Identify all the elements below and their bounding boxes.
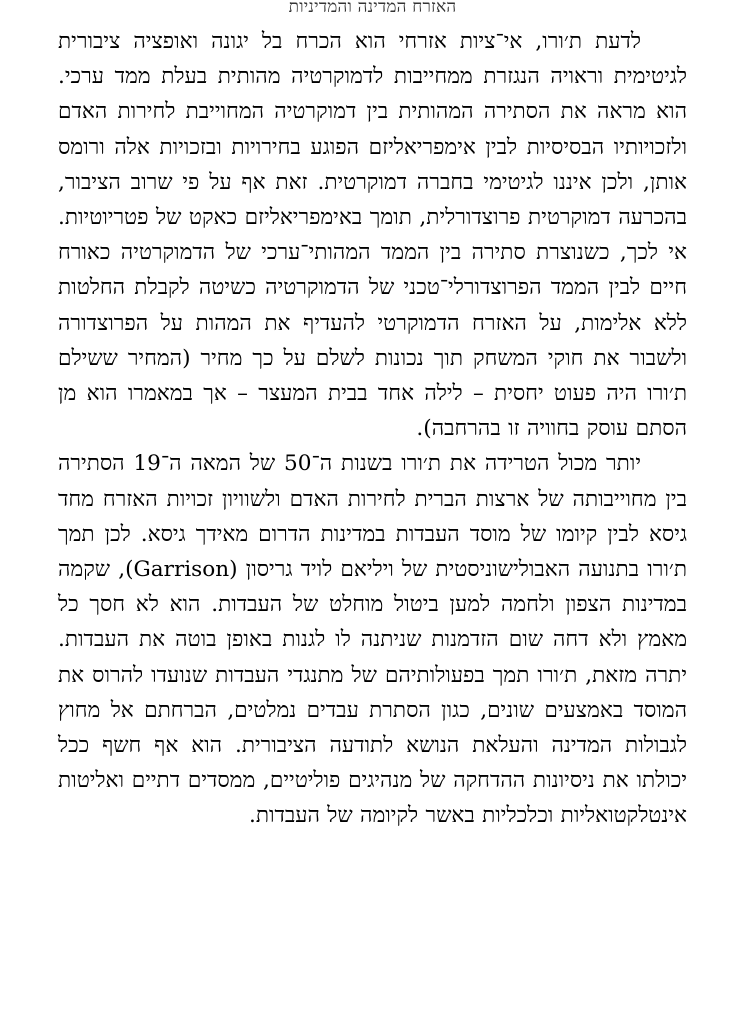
- running-header-text: האזרח המדינה והמדיניות: [288, 0, 457, 17]
- paragraph-2: יותר מכול הטרידה את ת׳ורו בשנות ה־50 של המאה ה־19 הסתירה בין מחוייבותה של ארצות הברית לחירות האדם ולשוויון זכויות האזרח מחד גיסא לבין קיומו של מוסד העבדות במדינות הדרום מאידך גיסא. לכן תמך ת׳ורו בתנועה האבולישוניסטית של ויליאם לויד גריסון (Garrison), שקמה במדינות הצפון ולחמה למען ביטול מוחלט של העבדות. הוא לא חסך כל מאמץ ולא דחה שום הזדמנות שניתנה לו לגנות באופן בוטה את העבדות. יתרה מזאת, ת׳ורו תמך בפעולותיהם של מתנגדי העבדות שנועדו להרוס את המוסד באמצעים שונים, כגון הסתרת עבדים נמלטים, הברחתם אל מחוץ לגבולות המדינה והעלאת הנושא לתודעה הציבורית. הוא אף חשף ככל יכולתו את ניסיונות ההדחקה של מנהיגים פוליטיים, ממסדים דתיים ואליטות אינטלקטואליות וכלכליות באשר לקיומה של העבדות.: [58, 451, 688, 829]
- paragraph-1: לדעת ת׳ורו, אי־ציות אזרחי הוא הכרח בל יגונה ואופציה ציבורית לגיטימית וראויה הנגזרת ממחייבות לדמוקרטיה מהותית בעלת ממד ערכי. הוא מראה את הסתירה המהותית בין דמוקרטיה המחוייבת לחירות האדם ולזכויותיו הבסיסיות לבין אימפריאליזם הפוגע בחירויות ובזכויות אלה ורומס אותן, ולכן איננו לגיטימי בחברה דמוקרטית. זאת אף על פי שרוב הציבור, בהכרעה דמוקרטית פרוצדורלית, תומך באימפריאליזם כאקט של פטריוטיות. אי לכך, כשנוצרת סתירה בין הממד המהותי־ערכי של הדמוקרטיה כאורח חיים לבין הממד הפרוצדורלי־טכני של הדמוקרטיה כשיטה לקבלת החלטות ללא אלימות, על האזרח הדמוקרטי להעדיף את המהות על הפרוצדורה ולשבור את חוקי המשחק תוך נכונות לשלם על כך מחיר (המחיר ששילם ת׳ורו היה פעוט יחסית – לילה אחד בבית המעצר – אך במאמרו הוא מן הסתם עוסק בחוויה זו בהרחבה).: [58, 29, 687, 442]
- running-header: [58, 0, 687, 22]
